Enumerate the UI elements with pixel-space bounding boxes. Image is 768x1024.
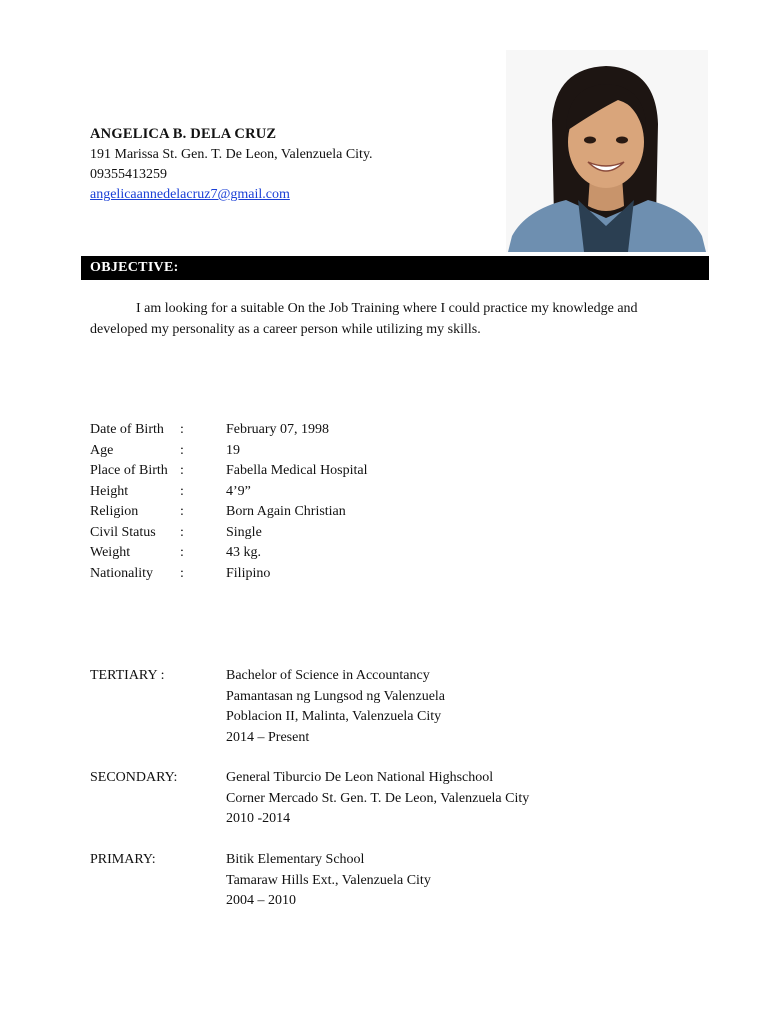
email-link[interactable]: angelicaannedelacruz7@gmail.com xyxy=(90,187,290,202)
education-line: 2004 – 2010 xyxy=(226,893,296,908)
education-level-label: SECONDARY: xyxy=(90,770,178,785)
info-colon: : xyxy=(180,463,184,478)
education-level-label: TERTIARY : xyxy=(90,668,165,683)
info-value: 43 kg. xyxy=(226,545,261,560)
info-colon: : xyxy=(180,524,184,540)
info-label: Nationality xyxy=(90,565,153,581)
info-label: Civil Status xyxy=(90,524,156,540)
education-line: Corner Mercado St. Gen. T. De Leon, Valenzuela City xyxy=(226,790,530,806)
info-value: 4’9” xyxy=(226,483,251,499)
info-value: 19 xyxy=(226,442,240,458)
info-colon: : xyxy=(180,483,184,499)
info-label: Weight xyxy=(90,545,131,560)
info-colon: : xyxy=(180,565,184,581)
education-line: 2014 – Present xyxy=(226,729,310,745)
education-line: Tamaraw Hills Ext., Valenzuela City xyxy=(226,872,431,888)
info-label: Age xyxy=(90,442,114,458)
section-heading: OBJECTIVE: xyxy=(90,260,179,275)
applicant-name: ANGELICA B. DELA CRUZ xyxy=(90,126,277,142)
education-line: Bitik Elementary School xyxy=(226,852,365,867)
education-line: Pamantasan ng Lungsod ng Valenzuela xyxy=(226,688,446,704)
info-value: Filipino xyxy=(226,565,271,581)
education-line: Poblacion II, Malinta, Valenzuela City xyxy=(226,709,442,724)
info-label: Religion xyxy=(90,504,139,519)
info-value: Single xyxy=(226,524,262,540)
phone-number: 09355413259 xyxy=(90,167,167,182)
info-label: Date of Birth xyxy=(90,422,164,437)
info-colon: : xyxy=(180,442,184,458)
portrait-image xyxy=(506,50,708,252)
education-line: Bachelor of Science in Accountancy xyxy=(226,668,430,683)
education-details xyxy=(226,770,529,832)
education-level-label: PRIMARY: xyxy=(90,852,156,867)
info-value: Fabella Medical Hospital xyxy=(226,463,368,478)
education-line: General Tiburcio De Leon National Highschool xyxy=(226,770,494,785)
info-value: February 07, 1998 xyxy=(226,422,330,437)
info-label: Height xyxy=(90,483,129,499)
info-value: Born Again Christian xyxy=(226,504,346,519)
education-details xyxy=(226,852,431,914)
objective-paragraph xyxy=(90,298,690,340)
info-colon: : xyxy=(180,545,184,560)
education-details xyxy=(226,668,445,750)
profile-photo xyxy=(506,50,708,252)
address: 191 Marissa St. Gen. T. De Leon, Valenzuela City. xyxy=(90,147,373,162)
objective-text: I am looking for a suitable On the Job Training where I could practice my knowledge and developed my personality as a career person while utilizing my skills. xyxy=(90,301,638,337)
education-line: 2010 -2014 xyxy=(226,811,291,826)
info-label: Place of Birth xyxy=(90,463,168,478)
section-header-objective xyxy=(81,256,709,280)
info-colon: : xyxy=(180,422,184,437)
info-colon: : xyxy=(180,504,184,519)
